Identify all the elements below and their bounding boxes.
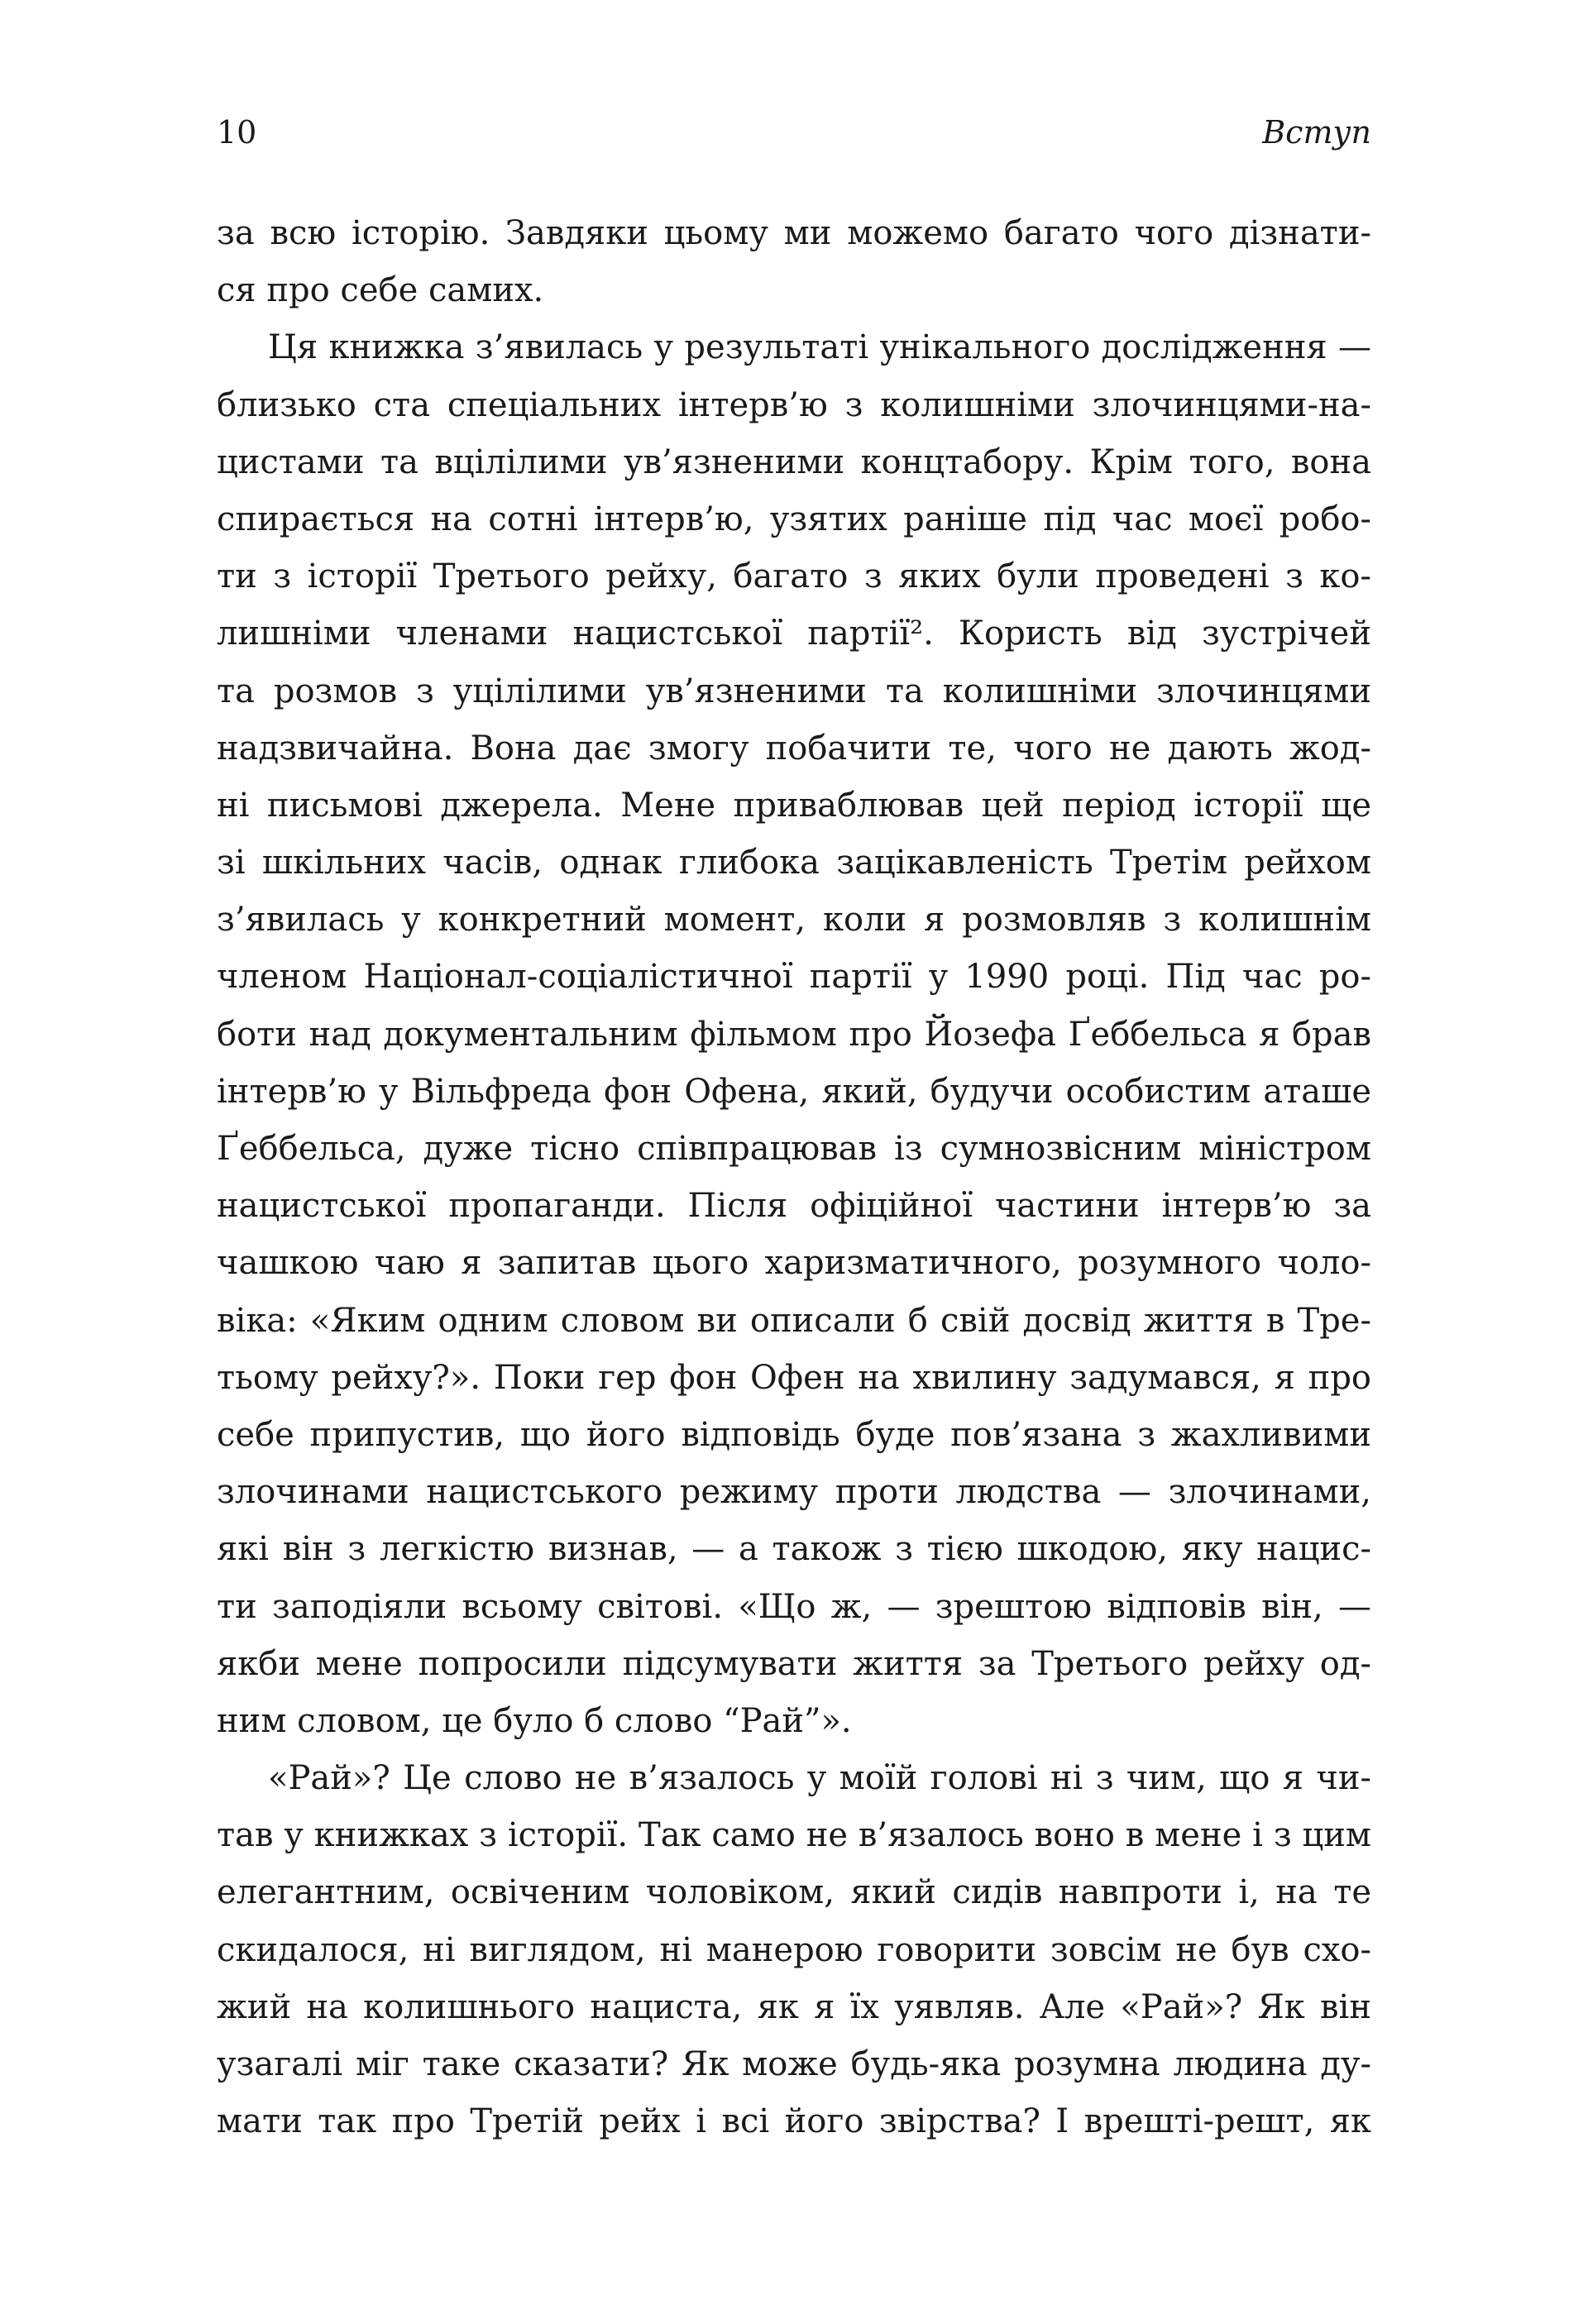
text-line: чашкою чаю я запитав цього харизматичного, розумного чоло- bbox=[217, 1244, 1371, 1283]
text-line: близько ста спеціальних інтерв’ю з колишніми злочинцями-на- bbox=[217, 385, 1371, 424]
body-text bbox=[217, 205, 1371, 2150]
page-header bbox=[217, 114, 1371, 164]
text-line: тьому рейху?». Поки гер фон Офен на хвилину задумався, я про bbox=[217, 1358, 1371, 1397]
text-line: злочинами нацистського режиму проти людства — злочинами, bbox=[217, 1473, 1371, 1512]
text-line: тав у книжках з історії. Так само не в’язалось воно в мене і з цим bbox=[217, 1816, 1371, 1855]
page-number: 10 bbox=[217, 114, 257, 151]
text-line: за всю історію. Завдяки цьому ми можемо багато чого дізнати- bbox=[217, 214, 1371, 252]
text-line: Ґеббельса, дуже тісно співпрацював із сумнозвісним міністром bbox=[217, 1130, 1371, 1168]
text-line: нацистської пропаганди. Після офіційної частини інтерв’ю за bbox=[217, 1187, 1371, 1226]
text-line: спирається на сотні інтерв’ю, узятих раніше під час моєї робо- bbox=[217, 500, 1371, 538]
text-line: боти над документальним фільмом про Йозефа Ґеббельса я брав bbox=[217, 1015, 1371, 1054]
text-line: інтерв’ю у Вільфреда фон Офена, який, будучи особистим аташе bbox=[217, 1072, 1371, 1111]
text-line: ні письмові джерела. Мене приваблював цей період історії ще bbox=[217, 786, 1371, 825]
text-line: узагалі міг таке сказати? Як може будь-яка розумна людина ду- bbox=[217, 2045, 1371, 2083]
text-line: віка: «Яким одним словом ви описали б свій досвід життя в Тре- bbox=[217, 1301, 1371, 1340]
text-line: членом Націонал-соціалістичної партії у 1990 році. Під час ро- bbox=[217, 958, 1371, 997]
text-line: «Рай»? Це слово не в’язалось у моїй голові ні з чим, що я чи- bbox=[268, 1759, 1371, 1798]
text-line: лишніми членами нацистської партії². Користь від зустрічей bbox=[217, 614, 1371, 653]
running-head: Вступ bbox=[1262, 114, 1371, 151]
text-line: які він з легкістю визнав, — а також з тією шкодою, яку нацис- bbox=[217, 1530, 1371, 1569]
text-line: ся про себе самих. bbox=[217, 271, 544, 310]
text-line: скидалося, ні виглядом, ні манерою говорити зовсім не був схо- bbox=[217, 1930, 1371, 1969]
text-line: ти з історії Третього рейху, багато з яких були проведені з ко- bbox=[217, 557, 1371, 596]
text-line: себе припустив, що його відповідь буде пов’язана з жахливими bbox=[217, 1415, 1371, 1454]
text-line: цистами та вцілілими ув’язненими концтабору. Крім того, вона bbox=[217, 442, 1371, 481]
text-line: жий на колишнього нациста, як я їх уявляв. Але «Рай»? Як він bbox=[217, 1987, 1371, 2026]
text-line: та розмов з уцілілими ув’язненими та колишніми злочинцями bbox=[217, 672, 1371, 710]
text-line: надзвичайна. Вона дає змогу побачити те, чого не дають жод- bbox=[217, 729, 1371, 767]
text-line: Ця книжка з’явилась у результаті унікального дослідження — bbox=[268, 328, 1371, 367]
text-line: елегантним, освіченим чоловіком, який сидів навпроти і, на те bbox=[217, 1873, 1371, 1912]
text-line: мати так про Третій рейх і всі його звірства? І врешті-решт, як bbox=[217, 2102, 1371, 2141]
text-line: з’явилась у конкретний момент, коли я розмовляв з колишнім bbox=[217, 901, 1371, 940]
text-line: ним словом, це було б слово “Рай”». bbox=[217, 1701, 852, 1740]
text-line: зі шкільних часів, однак глибока зацікавленість Третім рейхом bbox=[217, 844, 1371, 882]
text-line: якби мене попросили підсумувати життя за Третього рейху од- bbox=[217, 1644, 1371, 1683]
text-line: ти заподіяли всьому світові. «Що ж, — зрештою відповів він, — bbox=[217, 1587, 1371, 1626]
